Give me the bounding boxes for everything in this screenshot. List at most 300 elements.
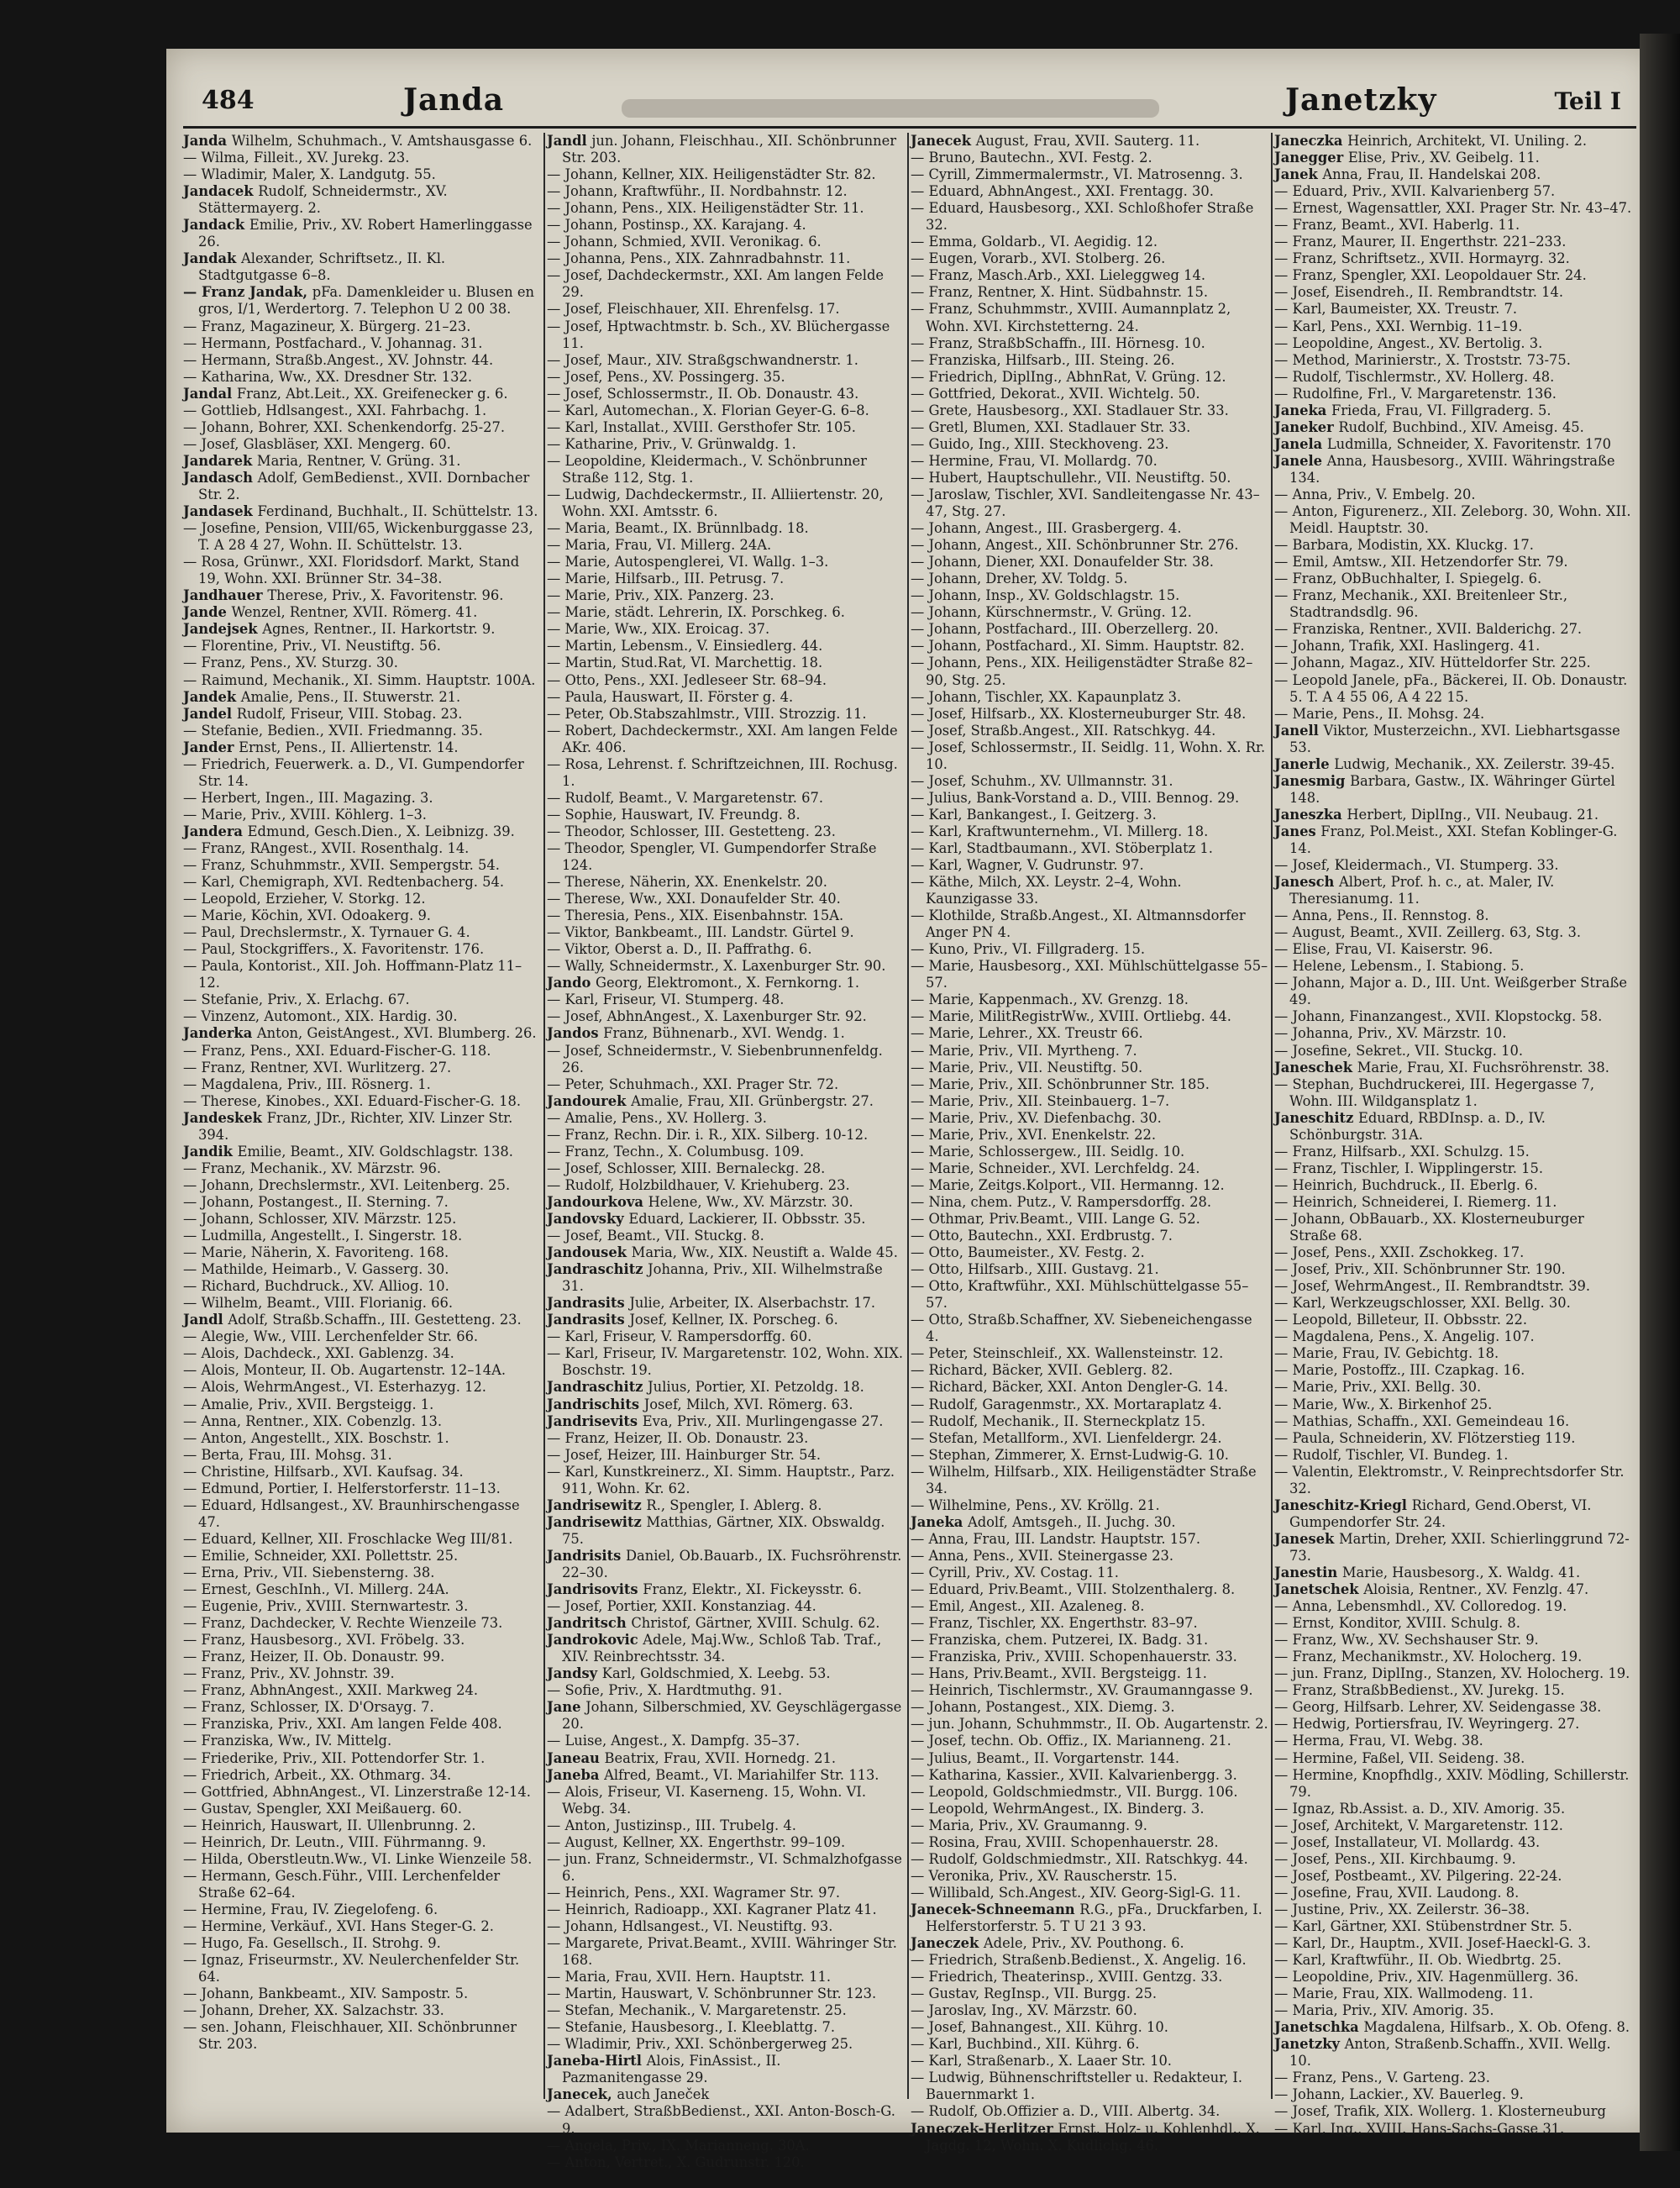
directory-entry (911, 2053, 1268, 2070)
column-divider (543, 133, 545, 2099)
entry-surname: Jandik (183, 1143, 238, 1160)
directory-entry (547, 891, 905, 907)
entry-details: — Karl, Ing., XVIII. Hans-Sachs-Gasse 31. (1274, 2120, 1565, 2137)
directory-entry (183, 706, 541, 723)
directory-entry (547, 790, 905, 807)
entry-details: — Johann, Angest., III. Grasbergerg. 4. (911, 520, 1182, 537)
directory-entry (911, 840, 1268, 857)
entry-details: — Josef, Schuhm., XV. Ullmannstr. 31. (911, 772, 1173, 789)
entry-details: Franz, Abt.Leit., XX. Greifenecker g. 6. (236, 385, 508, 402)
entry-details: — jun. Johann, Schuhmmstr., II. Ob. Augartenstr. 2. (911, 1716, 1268, 1733)
column-divider (907, 133, 909, 2099)
directory-entry (911, 1885, 1268, 1901)
entry-details: — Wilma, Filleit., XV. Jurekg. 23. (183, 150, 410, 166)
entry-details: — Hermine, Frau, IV. Ziegelofeng. 6. (183, 1901, 438, 1917)
directory-entry (183, 604, 541, 621)
entry-surname: Janecek (911, 133, 976, 149)
entry-surname: Janeba (547, 1766, 605, 1783)
entry-details: — Marie, Priv., XXI. Bellg. 30. (1274, 1379, 1482, 1396)
entry-details: — Paula, Hauswart, II. Förster g. 4. (547, 688, 794, 705)
directory-entry (183, 958, 541, 991)
entry-surname: Jander (183, 739, 239, 755)
entry-details: — Florentine, Priv., VI. Neustiftg. 56. (183, 638, 441, 655)
directory-entry (547, 200, 905, 217)
entry-surname: Jandhauer (183, 587, 268, 604)
entry-details: — Wally, Schneidermstr., X. Laxenburger Str. 90. (547, 958, 886, 975)
directory-entry (547, 1750, 905, 1767)
directory-entry (1274, 2070, 1632, 2086)
entry-details: Rudolf, Friseur, VIII. Stobag. 23. (236, 705, 463, 722)
directory-entry (547, 1093, 905, 1110)
entry-surname: Jandek (183, 688, 241, 705)
directory-entry (183, 1430, 541, 1447)
directory-entry (183, 1295, 541, 1312)
entry-details: — Josef, Pens., XII. Kirchbaumg. 9. (1274, 1850, 1516, 1867)
entry-details: Rudolf, Schneidermstr., XV. Stättermayerg. 2. (198, 183, 448, 217)
entry-details: Magdalena, Hilfsarb., X. Ob. Ofeng. 8. (1363, 2019, 1630, 2036)
entry-details: — Wladimir, Maler, X. Landgutg. 55. (183, 166, 436, 183)
entry-surname: Janek (1274, 166, 1323, 183)
directory-entry (547, 571, 905, 587)
entry-details: Matthias, Gärtner, XIX. Obswaldg. 75. (562, 1513, 885, 1547)
entry-surname: Janecek, (547, 2086, 617, 2103)
entry-details: — Valentin, Elektromstr., V. Reinprechtsdorfer Str. 32. (1274, 1463, 1625, 1496)
directory-entry (183, 1851, 541, 1868)
directory-entry (1274, 1413, 1632, 1430)
entry-details: — Franz, Rentner, XVI. Wurlitzerg. 27. (183, 1059, 452, 1076)
directory-entry (547, 975, 905, 991)
directory-entry (911, 1632, 1268, 1649)
directory-entry (547, 1834, 905, 1851)
directory-column-2 (547, 133, 905, 2170)
directory-entry (911, 386, 1268, 402)
entry-details: — Käthe, Milch, XX. Leystr. 2–4, Wohn. Kaunzigasse 33. (911, 874, 1182, 907)
entry-details: — Karl, Kraftwführ., II. Ob. Wiedbrtg. 25. (1274, 1952, 1562, 1969)
entry-details: — Leopold, Billeteur, II. Obbsstr. 22. (1274, 1312, 1528, 1328)
entry-details: Heinrich, Architekt, VI. Uniling. 2. (1347, 133, 1588, 149)
directory-entry (911, 1767, 1268, 1784)
entry-details: — Franz, Tischler, XX. Engerthstr. 83–97. (911, 1615, 1198, 1632)
entry-surname: Jandourek (547, 1092, 632, 1109)
entry-details: — Johann, Kürschnermstr., V. Grüng. 12. (911, 604, 1192, 621)
directory-entry (547, 1665, 905, 1682)
directory-entry (911, 790, 1268, 807)
entry-details: — Johann, Major a. D., III. Unt. Weißgerber Straße 49. (1274, 975, 1627, 1008)
entry-details: — Franz, Hausbesorg., XVI. Fröbelg. 33. (183, 1632, 465, 1649)
entry-details: — Luise, Angest., X. Dampfg. 35–37. (547, 1733, 801, 1749)
directory-entry (1274, 1379, 1632, 1396)
directory-entry (183, 217, 541, 250)
entry-details: — Johann, Postangest., II. Sterning. 7. (183, 1193, 449, 1210)
directory-entry (183, 840, 541, 857)
directory-entry (547, 706, 905, 723)
directory-entry (547, 1177, 905, 1194)
directory-entry (911, 1278, 1268, 1312)
directory-entry (183, 1632, 541, 1649)
entry-details: Amalie, Frau, XII. Grünbergstr. 27. (631, 1092, 874, 1109)
directory-entry (911, 453, 1268, 470)
entry-details: — Karl, Friseur, IV. Margaretenstr. 102, Wohn. XIX. Boschstr. 19. (547, 1345, 904, 1379)
directory-entry (183, 1935, 541, 1952)
entry-details: Daniel, Ob.Bauarb., IX. Fuchsröhrenstr. 22–30. (562, 1547, 902, 1581)
entry-details: — Franz, Pens., V. Garteng. 23. (1274, 2070, 1490, 2086)
entry-details: — Johann, Lackier., XV. Bauerleg. 9. (1274, 2086, 1524, 2103)
directory-entry (1274, 1885, 1632, 1901)
entry-details: — Karl, Bankangest., I. Geitzerg. 3. (911, 806, 1157, 823)
directory-entry (1274, 773, 1632, 807)
directory-entry (911, 1615, 1268, 1632)
directory-entry (183, 1278, 541, 1295)
entry-details: — Therese, Ww., XXI. Donaufelder Str. 40. (547, 891, 841, 907)
directory-entry (911, 1598, 1268, 1615)
entry-details: — Franz, Mechanikmstr., XV. Holocherg. 19. (1274, 1649, 1583, 1665)
entry-details: — Alois, Friseur, VI. Kaserneng. 15, Wohn. VI. Webg. 34. (547, 1783, 866, 1817)
directory-entry (1274, 183, 1632, 200)
directory-entry (183, 1548, 541, 1565)
entry-details: — Franziska, Hilfsarb., III. Steing. 26. (911, 351, 1175, 368)
entry-details: — Leopoldine, Angest., XV. Bertolig. 3. (1274, 334, 1543, 351)
directory-entry (183, 1801, 541, 1817)
entry-surname: Janeczek-Herlitzer (911, 2120, 1058, 2137)
directory-entry (911, 1548, 1268, 1565)
entry-details: — Richard, Bäcker, XVII. Geblerg. 82. (911, 1362, 1173, 1379)
entry-details: Maria, Rentner, V. Grüng. 31. (256, 452, 461, 469)
entry-details: — Eduard, Priv., XVII. Kalvarienberg 57. (1274, 183, 1556, 200)
entry-details: — Karl, Baumeister, XX. Treustr. 7. (1274, 301, 1518, 318)
directory-entry (547, 1767, 905, 1784)
entry-details: — Ernest, Wagensattler, XXI. Prager Str. Nr. 43–47. (1274, 200, 1632, 217)
directory-entry (547, 941, 905, 958)
entry-details: — Josef, Maur., XIV. Straßgschwandnerstr. 1. (547, 351, 858, 368)
entry-surname: Jandrisovits (547, 1581, 643, 1598)
entry-details: — Marie, Schneider., XVI. Lerchfeldg. 24. (911, 1160, 1200, 1176)
directory-entry (911, 1817, 1268, 1834)
entry-details: — Bruno, Bautechn., XVI. Festg. 2. (911, 150, 1152, 166)
directory-entry (183, 1043, 541, 1060)
entry-details: — Angela, Priv., IX. Marianneng. 30A. (547, 2137, 810, 2154)
entry-details: — Adalbert, StraßbBedienst., XXI. Anton-Bosch-G. 9. (547, 2103, 895, 2137)
entry-details: — Therese, Kinobes., XXI. Eduard-Fischer-G. 18. (183, 1092, 522, 1109)
entry-details: Ernst, Holz- u. Kohlenhdl., X. Jagdg. 12, Wohn. X. Kudlichg. 46. (926, 2120, 1260, 2154)
entry-details: — Helene, Lebensm., I. Stabiong. 5. (1274, 958, 1525, 975)
directory-entry (547, 1144, 905, 1160)
entry-details: — Johann, Pens., XIX. Heiligenstädter Str. 11. (547, 200, 864, 217)
entry-details: Anton, Straßenb.Schaffn., XVII. Wellg. 10. (1289, 2036, 1611, 2070)
entry-surname: Jandl (183, 1312, 228, 1328)
directory-entry (911, 857, 1268, 874)
directory-entry (1274, 975, 1632, 1008)
directory-entry (547, 1211, 905, 1228)
entry-details: Eva, Priv., XII. Murlingengasse 27. (642, 1412, 884, 1429)
directory-entry (547, 2138, 905, 2154)
directory-columns (183, 133, 1636, 2170)
directory-entry (911, 706, 1268, 723)
directory-entry (911, 2036, 1268, 2053)
directory-entry (1274, 638, 1632, 655)
entry-surname: Jandrasits (547, 1312, 630, 1328)
entry-details: — Marie, Pens., II. Mohsg. 24. (1274, 705, 1485, 722)
entry-details: — Ernst, Konditor, XVIII. Schulg. 8. (1274, 1615, 1520, 1632)
entry-details: — Gretl, Blumen, XXI. Stadlauer Str. 33. (911, 418, 1191, 435)
entry-details: — Julius, Bank-Vorstand a. D., VIII. Bennog. 29. (911, 789, 1240, 806)
entry-details: — Josef, Architekt, V. Margaretenstr. 112. (1274, 1817, 1563, 1833)
entry-details: — Wladimir, Priv., XXI. Schönbergerweg 25. (547, 2036, 853, 2053)
entry-surname: Jandrisevits (547, 1412, 643, 1429)
entry-details: — Johann, Bankbeamt., XIV. Sampostr. 5. (183, 1986, 469, 2002)
entry-details: — Hermann, Gesch.Führ., VIII. Lerchenfelder Straße 62–64. (183, 1867, 501, 1901)
directory-entry (1274, 436, 1632, 453)
part-label: Teil I (1554, 87, 1621, 115)
directory-entry (1274, 2036, 1632, 2070)
entry-details: — Method, Marinierstr., X. Troststr. 73-75. (1274, 351, 1571, 368)
entry-details: — Johann, Diener, XXI. Donaufelder Str. 38. (911, 554, 1214, 571)
directory-entry (1274, 1060, 1632, 1076)
entry-details: Franz, Bühnenarb., XVI. Wendg. 1. (603, 1025, 845, 1042)
directory-entry (1274, 487, 1632, 503)
entry-details: — Franz, Schriftsetz., XVII. Hormayrg. 32. (1274, 250, 1570, 267)
directory-entry (183, 284, 541, 318)
entry-details: — Peter, Steinschleif., XX. Wallensteinstr. 12. (911, 1345, 1224, 1362)
directory-entry (1274, 1952, 1632, 1969)
entry-details: — Franz, AbhnAngest., XXII. Markweg 24. (183, 1682, 479, 1699)
directory-entry (1274, 2121, 1632, 2138)
entry-details: — Marie, städt. Lehrerin, IX. Porschkeg. 6. (547, 604, 845, 621)
directory-entry (1274, 1025, 1632, 1042)
directory-entry (1274, 924, 1632, 941)
entry-details: — Eduard, Priv.Beamt., VIII. Stolzenthalerg. 8. (911, 1581, 1236, 1598)
entry-details: R., Spengler, I. Ablerg. 8. (646, 1496, 822, 1513)
entry-details: — Josef, Hilfsarb., XX. Klosterneuburger Str. 48. (911, 705, 1247, 722)
entry-details: — Johann, Postfachard., XI. Simm. Hauptstr. 82. (911, 638, 1245, 655)
entry-details: — Emilie, Schneider, XXI. Pollettstr. 25. (183, 1547, 459, 1564)
directory-entry (547, 1194, 905, 1211)
entry-details: — Franz, StraßbBedienst., XV. Jurekg. 15. (1274, 1682, 1565, 1699)
entry-details: — Marie, Frau, IV. Gebichtg. 18. (1274, 1345, 1499, 1362)
directory-entry (911, 1649, 1268, 1665)
directory-entry (1274, 200, 1632, 217)
directory-entry (1274, 1295, 1632, 1312)
entry-details: Amalie, Pens., II. Stuwerstr. 21. (240, 688, 461, 705)
entry-details: — Wilhelm, Beamt., VIII. Florianig. 66. (183, 1295, 454, 1312)
directory-entry (183, 1598, 541, 1615)
directory-entry (183, 335, 541, 352)
entry-details: — Otto, Kraftwführ., XXI. Mühlschüttelgasse 55–57. (911, 1278, 1249, 1312)
entry-details: Viktor, Musterzeichn., XVI. Liebhartsgasse 53. (1289, 722, 1620, 755)
entry-details: — Heinrich, Hauswart, II. Ullenbrunng. 2. (183, 1817, 476, 1833)
entry-details: — Julius, Beamt., II. Vorgartenstr. 144. (911, 1749, 1180, 1766)
entry-details: — Alois, WehrmAngest., VI. Esterhazyg. 12. (183, 1379, 486, 1396)
entry-details: — Josef, Eisendreh., II. Rembrandtstr. 14. (1274, 284, 1564, 301)
directory-entry (1274, 1851, 1632, 1868)
entry-details: Ernst, Pens., II. Alliertenstr. 14. (239, 739, 459, 755)
directory-entry (183, 907, 541, 924)
directory-entry (547, 1008, 905, 1025)
directory-entry (547, 1581, 905, 1598)
directory-entry (1274, 150, 1632, 166)
entry-details: — Mathilde, Heimarb., V. Gasserg. 30. (183, 1261, 449, 1278)
page-number: 484 (202, 86, 255, 115)
entry-details: — Ludwig, Bühnenschriftsteller u. Redakteur, I. Bauernmarkt 1. (911, 2070, 1243, 2103)
entry-details: — Eduard, AbhnAngest., XXI. Frentagg. 30. (911, 183, 1214, 200)
entry-details: — Karl, Friseur, VI. Stumperg. 48. (547, 991, 785, 1008)
entry-details: — Leopold, Erzieher, V. Storkg. 12. (183, 891, 426, 907)
directory-entry (911, 739, 1268, 773)
entry-details: Martin, Dreher, XXII. Schierlinggrund 72-73. (1289, 1530, 1630, 1564)
directory-entry (911, 2019, 1268, 2036)
directory-entry (183, 436, 541, 453)
entry-surname: Jando (547, 975, 596, 991)
directory-entry (1274, 1194, 1632, 1211)
directory-entry (1274, 587, 1632, 621)
directory-entry (911, 1396, 1268, 1413)
directory-entry (1274, 723, 1632, 756)
entry-details: — Leopold Janele, pFa., Bäckerei, II. Ob. Donaustr. 5. T. A 4 55 06, A 4 22 15. (1274, 671, 1628, 705)
entry-details: — Heinrich, Tischlermstr., XV. Graumanngasse 9. (911, 1682, 1253, 1699)
directory-entry (183, 1497, 541, 1531)
entry-surname: Janegger (1274, 150, 1348, 166)
entry-details: — Stefanie, Priv., X. Erlachg. 67. (183, 991, 410, 1008)
entry-details: — Johann, Kraftwführ., II. Nordbahnstr. 12. (547, 183, 848, 200)
directory-entry (547, 1345, 905, 1379)
entry-surname: Jandal (183, 385, 237, 402)
entry-details: — Ludwig, Dachdeckermstr., II. Alliiertenstr. 20, Wohn. XXI. Amtsstr. 6. (547, 486, 884, 520)
entry-details: — Karl, Buchbind., XII. Kührg. 6. (911, 2036, 1140, 2053)
entry-details: Josef, Milch, XVI. Römerg. 63. (643, 1396, 853, 1412)
directory-entry (1274, 166, 1632, 183)
entry-details: — Emil, Amtsw., XII. Hetzendorfer Str. 79. (1274, 554, 1568, 571)
entry-details: — Josef, Kleidermach., VI. Stumperg. 33. (1274, 857, 1559, 874)
directory-entry (547, 587, 905, 604)
entry-details: Adolf, GemBedienst., XVII. Dornbacher Str. 2. (198, 469, 530, 502)
directory-entry (183, 1362, 541, 1379)
directory-entry (183, 318, 541, 335)
directory-entry (183, 1144, 541, 1160)
entry-details: — Johann, Dreher, XX. Salzachstr. 33. (183, 2002, 444, 2019)
directory-entry (547, 1312, 905, 1328)
entry-details: — Johann, Kellner, XIX. Heiligenstädter Str. 82. (547, 166, 876, 183)
directory-entry (547, 301, 905, 318)
entry-details: — Otto, Straßb.Schaffner, XV. Siebeneichengasse 4. (911, 1312, 1252, 1345)
entry-details: — Cyrill, Zimmermalermstr., VI. Matrosenng. 3. (911, 166, 1243, 183)
entry-surname: Janda (183, 133, 232, 149)
directory-entry (1274, 369, 1632, 386)
directory-entry (183, 402, 541, 419)
entry-details: — Heinrich, Radioapp., XXI. Kagraner Platz 41. (547, 1901, 877, 1917)
entry-surname: Jandak (183, 250, 241, 267)
directory-entry (547, 1885, 905, 1901)
entry-details: — Viktor, Oberst a. D., II. Paffrathg. 6. (547, 941, 812, 958)
directory-entry (911, 907, 1268, 941)
directory-entry (911, 487, 1268, 520)
directory-entry (183, 150, 541, 166)
directory-entry (183, 638, 541, 655)
entry-details: — Erna, Priv., VII. Siebensterng. 38. (183, 1564, 435, 1581)
entry-details: — Franz, Maurer, II. Engerthstr. 221–233. (1274, 234, 1567, 250)
entry-details: Julie, Arbeiter, IX. Alserbachstr. 17. (629, 1295, 876, 1312)
entry-surname: Jandousek (547, 1244, 632, 1261)
directory-entry (547, 2154, 905, 2171)
entry-details: — Franziska, Priv., XVIII. Schopenhauerstr. 33. (911, 1649, 1237, 1665)
entry-details: — Johann, Bohrer, XXI. Schenkendorfg. 25-27. (183, 418, 506, 435)
directory-entry (183, 1244, 541, 1261)
entry-details: R.G., pFa., Druckfarben, I. Helferstorferstr. 5. T U 21 3 93. (926, 1901, 1263, 1934)
directory-entry (547, 520, 905, 537)
entry-surname: Jandera (183, 823, 248, 839)
directory-entry (1274, 1868, 1632, 1885)
entry-details: Adele, Maj.Ww., Schloß Tab. Traf., XIV. Reinbrechtsstr. 34. (562, 1632, 882, 1665)
entry-details: — Marie, Priv., VII. Myrtheng. 7. (911, 1042, 1137, 1059)
entry-details: — Franz, Rechn. Dir. i. R., XIX. Silberg. 10-12. (547, 1126, 869, 1143)
entry-details: — Hermine, Frau, VI. Mollardg. 70. (911, 452, 1158, 469)
directory-entry (1274, 386, 1632, 402)
entry-details: — Hermine, Knopfhdlg., XXIV. Mödling, Schillerstr. 79. (1274, 1766, 1630, 1800)
entry-details: — Hermann, Straßb.Angest., XV. Johnstr. 44. (183, 351, 494, 368)
directory-entry (183, 1531, 541, 1548)
directory-entry (183, 1901, 541, 1918)
directory-entry (911, 2070, 1268, 2103)
entry-details: — Franz, Magazineur, X. Bürgerg. 21–23. (183, 318, 471, 334)
entry-details: Marie, Frau, XI. Fuchsröhrenstr. 38. (1357, 1059, 1609, 1076)
entry-details: — Marie, Kappenmach., XV. Grenzg. 18. (911, 991, 1189, 1008)
entry-details: — Josefine, Frau, XVII. Laudong. 8. (1274, 1884, 1520, 1901)
entry-details: — Peter, Ob.Stabszahlmstr., VIII. Strozzig. 11. (547, 705, 867, 722)
directory-entry (1274, 621, 1632, 638)
directory-entry (911, 1868, 1268, 1885)
directory-entry (911, 941, 1268, 958)
entry-details: — Stephan, Zimmerer, X. Ernst-Ludwig-G. 10. (911, 1446, 1229, 1463)
entry-details: — Josef, Schneidermstr., V. Siebenbrunnenfeldg. 26. (547, 1042, 883, 1076)
entry-details: — Josef, AbhnAngest., X. Laxenburger Str. 92. (547, 1008, 867, 1025)
entry-details: — Marie, Schlossergew., III. Seidlg. 10. (911, 1143, 1185, 1160)
directory-entry (183, 419, 541, 436)
directory-entry (911, 1228, 1268, 1244)
entry-details: — Rudolf, Garagenmstr., XX. Mortaraplatz 4. (911, 1396, 1222, 1412)
entry-details: Rudolf, Buchbind., XIV. Ameisg. 45. (1338, 418, 1584, 435)
directory-entry (547, 1548, 905, 1581)
entry-details: Adolf, Straßb.Schaffn., III. Gestetteng. 23. (228, 1312, 522, 1328)
entry-surname: Jandrischits (547, 1396, 644, 1412)
directory-entry (1274, 756, 1632, 773)
directory-entry (183, 1750, 541, 1767)
directory-entry (547, 1295, 905, 1312)
directory-entry (183, 386, 541, 402)
directory-entry (911, 1194, 1268, 1211)
entry-details: — Johanna, Priv., XV. Märzstr. 10. (1274, 1025, 1507, 1042)
entry-details: — Karl, Straßenarb., X. Laaer Str. 10. (911, 2053, 1172, 2070)
entry-surname: Jandsy (547, 1665, 602, 1682)
entry-details: — Franz, Masch.Arb., XXI. Lieleggweg 14. (911, 267, 1206, 284)
entry-details: — Paul, Stockgriffers., X. Favoritenstr. 176. (183, 941, 485, 958)
directory-entry (911, 133, 1268, 150)
entry-surname: Jandarek (183, 452, 257, 469)
entry-details: — Maria, Priv., XV. Graumanng. 9. (911, 1817, 1147, 1833)
entry-details: — Maria, Frau, XVII. Hern. Hauptstr. 11. (547, 1969, 832, 1986)
entry-details: — Sofie, Priv., X. Hardtmuthg. 91. (547, 1682, 783, 1699)
entry-surname: Jandack (183, 217, 249, 234)
entry-details: — Anna, Frau, III. Landstr. Hauptstr. 157. (911, 1530, 1201, 1547)
entry-details: — Georg, Hilfsarb. Lehrer, XV. Seidengasse 38. (1274, 1699, 1602, 1716)
entry-details: — Theodor, Spengler, VI. Gumpendorfer Straße 124. (547, 839, 877, 874)
entry-surname: Janeka (911, 1513, 968, 1530)
entry-details: — Richard, Buchdruck., XV. Alliog. 10. (183, 1278, 449, 1295)
entry-details: — Karl, Kraftwunternehm., VI. Millerg. 18. (911, 823, 1209, 839)
entry-details: Anna, Hausbesorg., XVIII. Währingstraße 134. (1289, 452, 1615, 486)
directory-entry (183, 133, 541, 150)
entry-details: — Johann, Schmied, XVII. Veronikag. 6. (547, 234, 822, 250)
entry-surname: Janerle (1274, 755, 1335, 772)
directory-entry (1274, 1935, 1632, 1952)
directory-entry (183, 1952, 541, 1986)
